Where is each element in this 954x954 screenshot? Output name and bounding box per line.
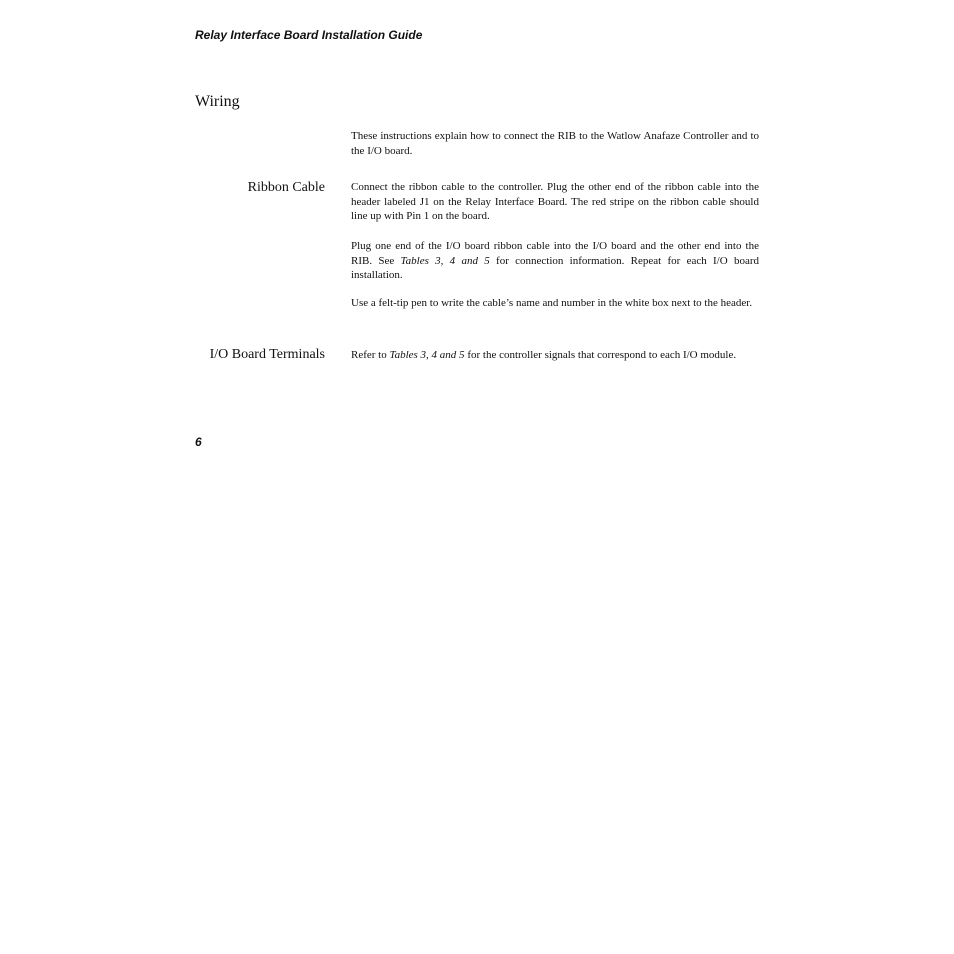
ribbon-cable-paragraph-2-text-a: Plug one end of the I/O board ribbon cable into the I/O board and the other end into the RIB. See [351,240,759,267]
section-title: Wiring [195,93,240,110]
tables-reference: Tables 3, 4 and 5 [400,254,490,267]
io-terminals-text-a: Refer to [351,349,390,361]
ribbon-cable-paragraph-2-text-b: for connection information. Repeat for each I/O board installation. [351,254,759,281]
ribbon-cable-paragraph-2 [351,239,759,283]
running-header: Relay Interface Board Installation Guide [195,28,423,42]
ribbon-cable-paragraph-3: Use a felt-tip pen to write the cable’s name and number in the white box next to the header. [351,297,753,309]
intro-paragraph: These instructions explain how to connect the RIB to the Watlow Anafaze Controller and to the I/O board. [351,130,759,157]
io-board-terminals-heading: I/O Board Terminals [209,347,325,362]
page-number: 6 [195,435,202,449]
io-terminals-text-b: for the controller signals that correspond to each I/O module. [464,349,737,361]
io-board-terminals-paragraph [351,348,759,363]
tables-reference: Tables 3, 4 and 5 [389,349,465,361]
ribbon-cable-paragraph-1: Connect the ribbon cable to the controller. Plug the other end of the ribbon cable into the header labeled J1 on the Relay Interface Board. The red stripe on the ribbon cable should line up with Pin 1 on the board. [351,181,759,222]
ribbon-cable-heading: Ribbon Cable [247,180,325,195]
